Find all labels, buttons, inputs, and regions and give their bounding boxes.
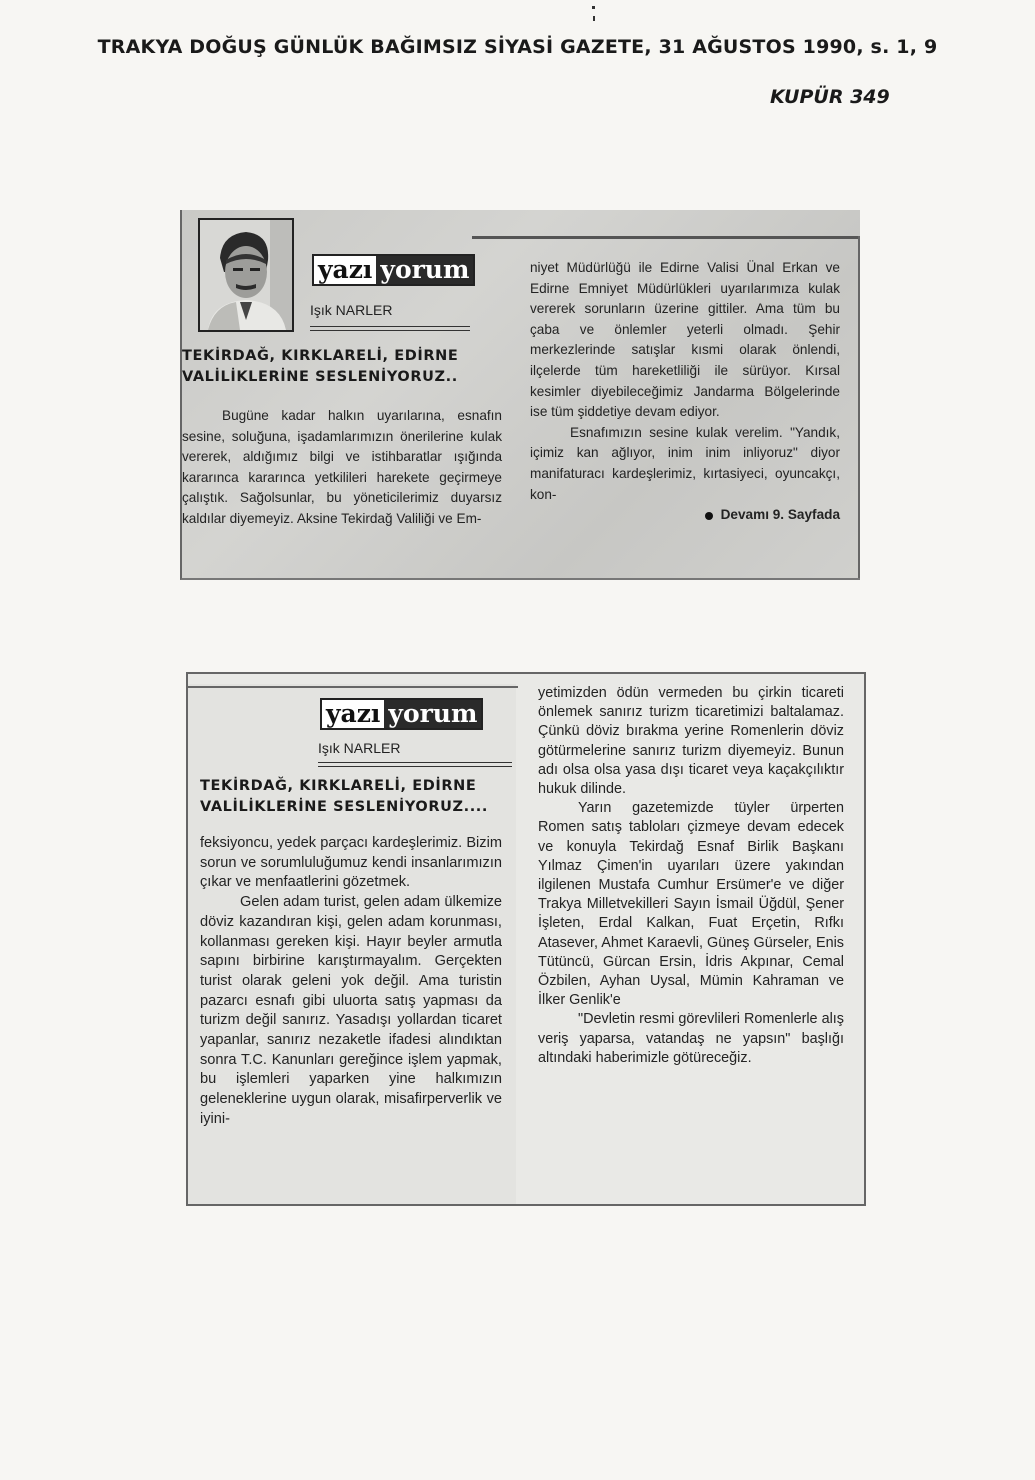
author-portrait-icon [200, 220, 292, 330]
paragraph: niyet Müdürlüğü ile Edirne Valisi Ünal Erkan ve Edirne Emniyet Müdürlükleri uyarılarımıza kulak vererek sorunların üzerine gittiler. Ama tüm bu çaba ve önlemler yeterli olmadı. Şehir merkezlerinde satışlar kısmi olarak önlendi, ilçelerde tüm hareketliliği ile sürüyor. Kırsal kesimler diyebileceğimiz Jandarma Bölgelerinde ise tüm şiddetiye devam ediyor. [530, 260, 840, 420]
article-column-1 [200, 834, 502, 1130]
paragraph: Yarın gazetemizde tüyler ürperten Romen satış tabloları çizmeye devam edecek ve konuyla Tekirdağ Esnaf Birlik Başkanı Yılmaz Çimen'in uyarıları üzere yakından ilgilenen Mustafa Cumhur Ersümer'e ve diğer Trakya Milletvekilleri Sayın İsmail Üğdül, Şener İşleten, Erdal Kalkan, Fuat Erçetin, Rıfkı Atasever, Ahmet Karaevli, Güneş Gürseler, Enis Tütüncü, Gürcan Ersin, İdris Akpınar, Cemal Özbilen, Ayhan Uysal, Mümin Kahraman ve İlker Genlik'e [538, 800, 844, 1009]
logo-yazi: yazı [314, 256, 376, 284]
clipping-1 [180, 210, 860, 580]
divider [310, 330, 470, 331]
logo-yorum: yorum [384, 700, 481, 728]
headline [182, 346, 502, 388]
scan-mark [592, 6, 595, 26]
author-name: Işık NARLER [318, 740, 401, 756]
logo-yorum: yorum [376, 256, 473, 284]
paragraph: feksiyoncu, yedek parçacı kardeşlerimiz. Bizim sorun ve sorumluluğumuz kendi insanlarımızın çıkar ve menfaatlerini gözetmek. [200, 835, 502, 891]
paragraph: Esnafımızın sesine kulak verelim. "Yandık, içimiz kan ağlıyor, inim inim inliyoruz" diyor manifaturacı kardeşlerimiz, kırtasiyeci, oyuncakçı, kon- [530, 424, 840, 502]
paragraph: Gelen adam turist, gelen adam ülkemize döviz kazandıran kişi, gelen adam korunması, kollanması gereken kişi. Hayır beyler armutla sapını birbirine karıştırmayalım. Gerçekten turist olarak geleni yok değil. Ama turistin pazarcı esnafı gibi uluorta satış yapması da turizm değil sanırız. Yasadışı yollardan ticaret yapanlar, sanırız nezaketle ifadesi alındıktan sonra T.C. Kanunları gereğince işlem yapmak, bu işlemleri yaparken yine halkımızın geleneklerine uygun olarak, misafirperverlik ve iyini- [200, 894, 502, 1127]
clipping-2 [186, 672, 866, 1206]
author-name: Işık NARLER [310, 302, 393, 318]
article-column-2 [530, 258, 840, 526]
top-rule [472, 236, 860, 239]
source-citation: TRAKYA DOĞUŞ GÜNLÜK BAĞIMSIZ SİYASİ GAZETE, 31 AĞUSTOS 1990, s. 1, 9 [97, 36, 938, 58]
divider [310, 326, 470, 327]
paragraph: yetimizden ödün vermeden bu çirkin ticareti önlemek sanırız turizm ticaretimizi baltalamaz. Çünkü döviz bırakma yerine Romenlerin döviz götürmelerine sanırız turizm diyemeyiz. Bunun adı olsa olsa yasa dışı ticaret veya kaçakçılıktır hukuk dilinde. [538, 685, 844, 798]
headline-line-2: VALİLİKLERİNE SESLENİYORUZ.. [182, 369, 458, 385]
column-logo [312, 254, 475, 286]
headline [200, 776, 514, 818]
paragraph: Bugüne kadar halkın uyarılarına, esnafın sesine, soluğuna, işadamlarımızın önerilerine kulak vererek, aldığımız bilgi ve istihbaratlar ışığında kararınca kararınca yetkilileri harekete geçirmeye çalıştık. Sağolsunlar, bu yöneticilerimiz duyarsız kaldılar diyemeyiz. Aksine Tekirdağ Valiliği ve Em- [182, 408, 502, 526]
paragraph: "Devletin resmi görevlileri Romenlerle alış veriş yaparsa, vatandaş ne yapsın" başlığı altındaki haberimizle götüreceğiz. [538, 1011, 844, 1066]
author-photo [198, 218, 294, 332]
divider [318, 762, 512, 763]
logo-yazi: yazı [322, 700, 384, 728]
continued-note [530, 505, 840, 526]
right-rule [858, 236, 860, 578]
clipping-number: KUPÜR 349 [770, 86, 890, 108]
headline-line-2: VALİLİKLERİNE SESLENİYORUZ.... [200, 799, 489, 815]
bullet-icon [705, 512, 713, 520]
column-logo [320, 698, 483, 730]
headline-line-1: TEKİRDAĞ, KIRKLARELİ, EDİRNE [200, 778, 477, 794]
article-column-1 [182, 406, 502, 530]
continued-text: Devamı 9. Sayfada [720, 507, 840, 523]
headline-line-1: TEKİRDAĞ, KIRKLARELİ, EDİRNE [182, 348, 459, 364]
article-column-2 [538, 684, 844, 1068]
top-rule [188, 686, 518, 688]
divider [318, 766, 512, 767]
